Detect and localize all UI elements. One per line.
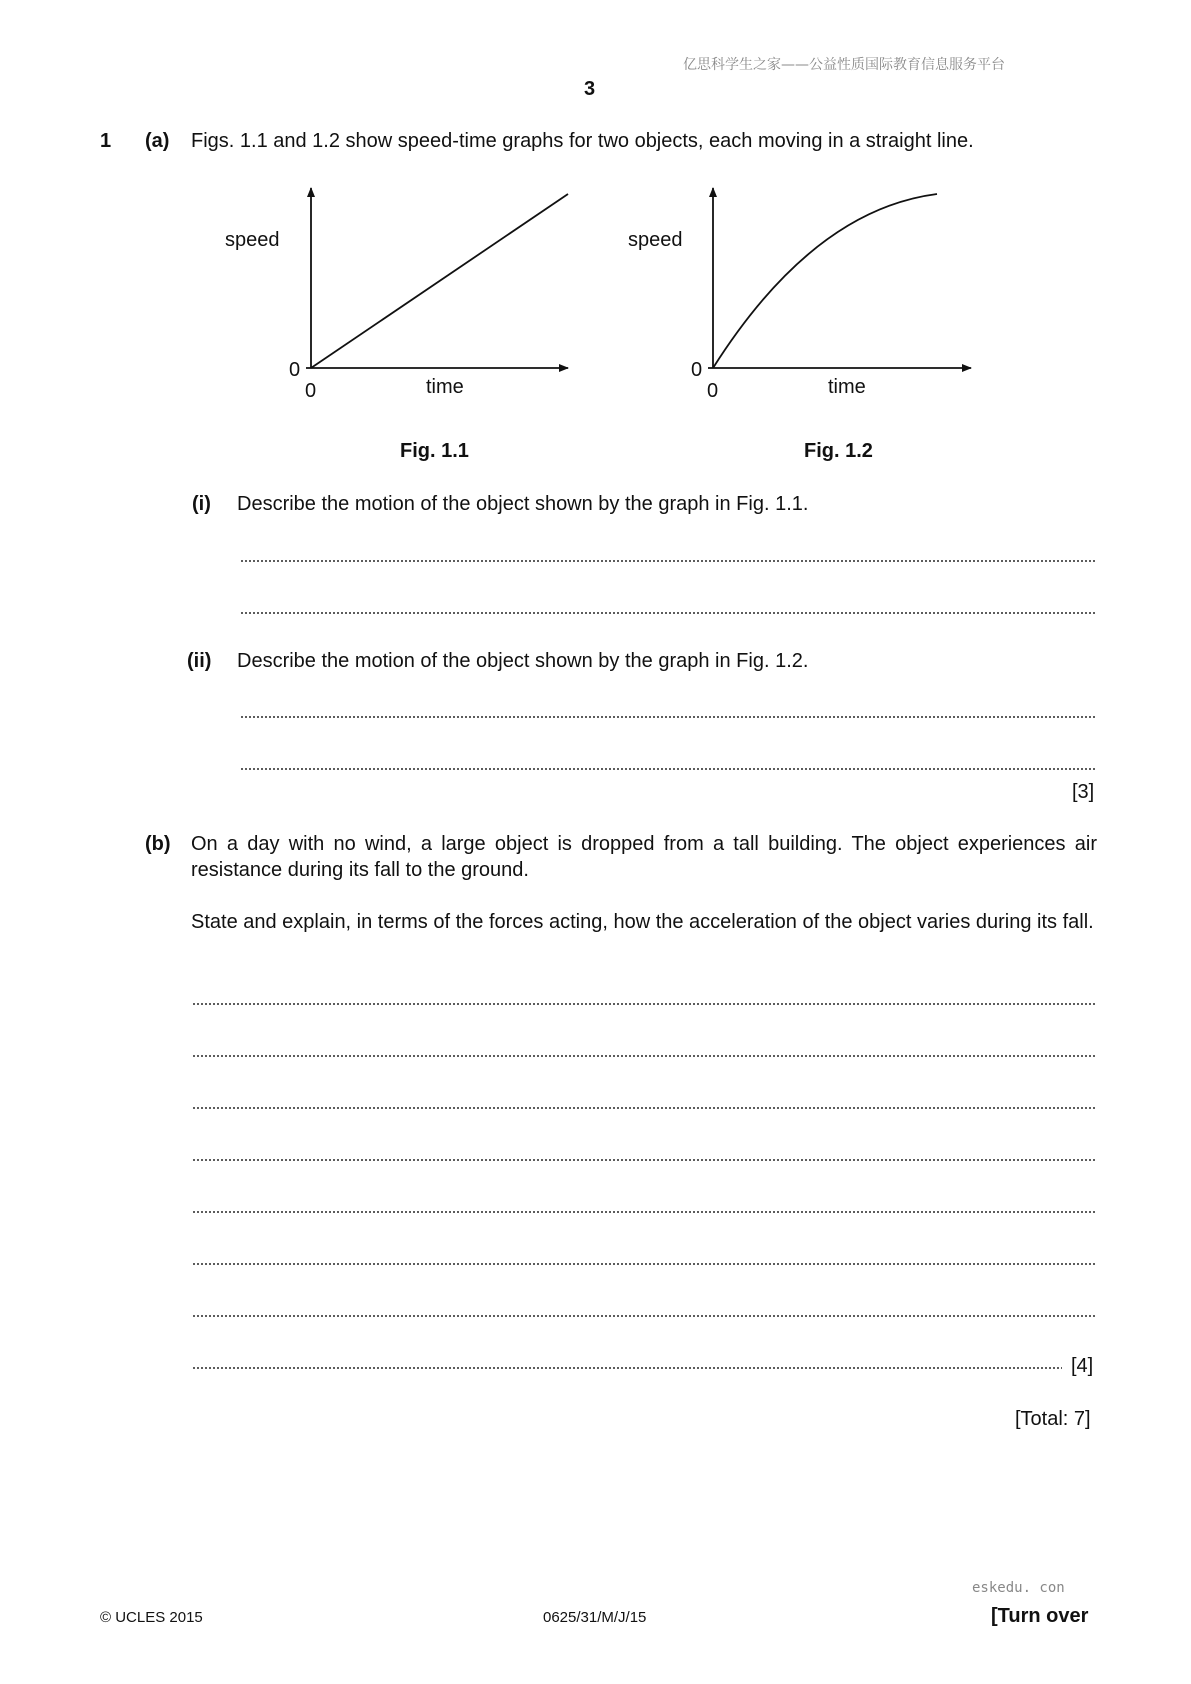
footer-turn-over: [Turn over: [991, 1605, 1089, 1627]
part-a-marks: [3]: [1072, 781, 1095, 803]
answer-line[interactable]: [192, 1367, 1062, 1369]
answer-line[interactable]: [240, 768, 1097, 770]
fig-1-1-line: [311, 194, 568, 368]
fig-1-2-xlabel: time: [828, 376, 866, 398]
sub-ii-text: Describe the motion of the object shown by the graph in Fig. 1.2.: [237, 650, 809, 672]
answer-line[interactable]: [192, 1211, 1097, 1213]
answer-line[interactable]: [192, 1055, 1097, 1057]
sub-ii-label: (ii): [187, 650, 212, 672]
answer-line[interactable]: [192, 1315, 1097, 1317]
question-number: 1: [100, 130, 112, 152]
part-b-label: (b): [145, 833, 171, 855]
fig-1-1-ylabel: speed: [225, 229, 280, 251]
answer-line[interactable]: [192, 1263, 1097, 1265]
header-watermark: 亿思科学生之家——公益性质国际教育信息服务平台: [683, 57, 1005, 73]
fig-1-2-graph: [613, 180, 993, 410]
fig-1-1-origin-y: 0: [289, 359, 301, 381]
fig-1-2-curve: [713, 194, 937, 368]
question-total: [Total: 7]: [1015, 1408, 1091, 1430]
answer-line[interactable]: [192, 1107, 1097, 1109]
page-number: 3: [584, 78, 596, 100]
answer-line[interactable]: [240, 612, 1097, 614]
fig-1-2-caption: Fig. 1.2: [804, 440, 873, 462]
fig-1-1-xlabel: time: [426, 376, 464, 398]
footer-code: 0625/31/M/J/15: [543, 1609, 647, 1626]
fig-1-2-ylabel: speed: [628, 229, 683, 251]
footer-copyright: © UCLES 2015: [100, 1609, 203, 1626]
part-a-label: (a): [145, 130, 170, 152]
fig-1-1-caption: Fig. 1.1: [400, 440, 469, 462]
answer-line[interactable]: [240, 716, 1097, 718]
fig-1-1-origin-x: 0: [305, 380, 317, 402]
answer-line[interactable]: [192, 1003, 1097, 1005]
part-a-intro: Figs. 1.1 and 1.2 show speed-time graphs for two objects, each moving in a straight line.: [191, 130, 974, 152]
part-b-para2: State and explain, in terms of the forces acting, how the acceleration of the object varies during its fall.: [191, 911, 1094, 933]
fig-1-2-origin-x: 0: [707, 380, 719, 402]
footer-watermark: eskedu. con: [972, 1580, 1065, 1596]
sub-i-label: (i): [192, 493, 211, 515]
part-b-marks: [4]: [1071, 1355, 1094, 1377]
part-b-para1: On a day with no wind, a large object is dropped from a tall building. The object experiences air resistance during its fall to the ground.: [191, 833, 1097, 881]
answer-line[interactable]: [240, 560, 1097, 562]
answer-line[interactable]: [192, 1159, 1097, 1161]
sub-i-text: Describe the motion of the object shown by the graph in Fig. 1.1.: [237, 493, 809, 515]
fig-1-2-origin-y: 0: [691, 359, 703, 381]
fig-1-1-graph: [210, 180, 590, 410]
